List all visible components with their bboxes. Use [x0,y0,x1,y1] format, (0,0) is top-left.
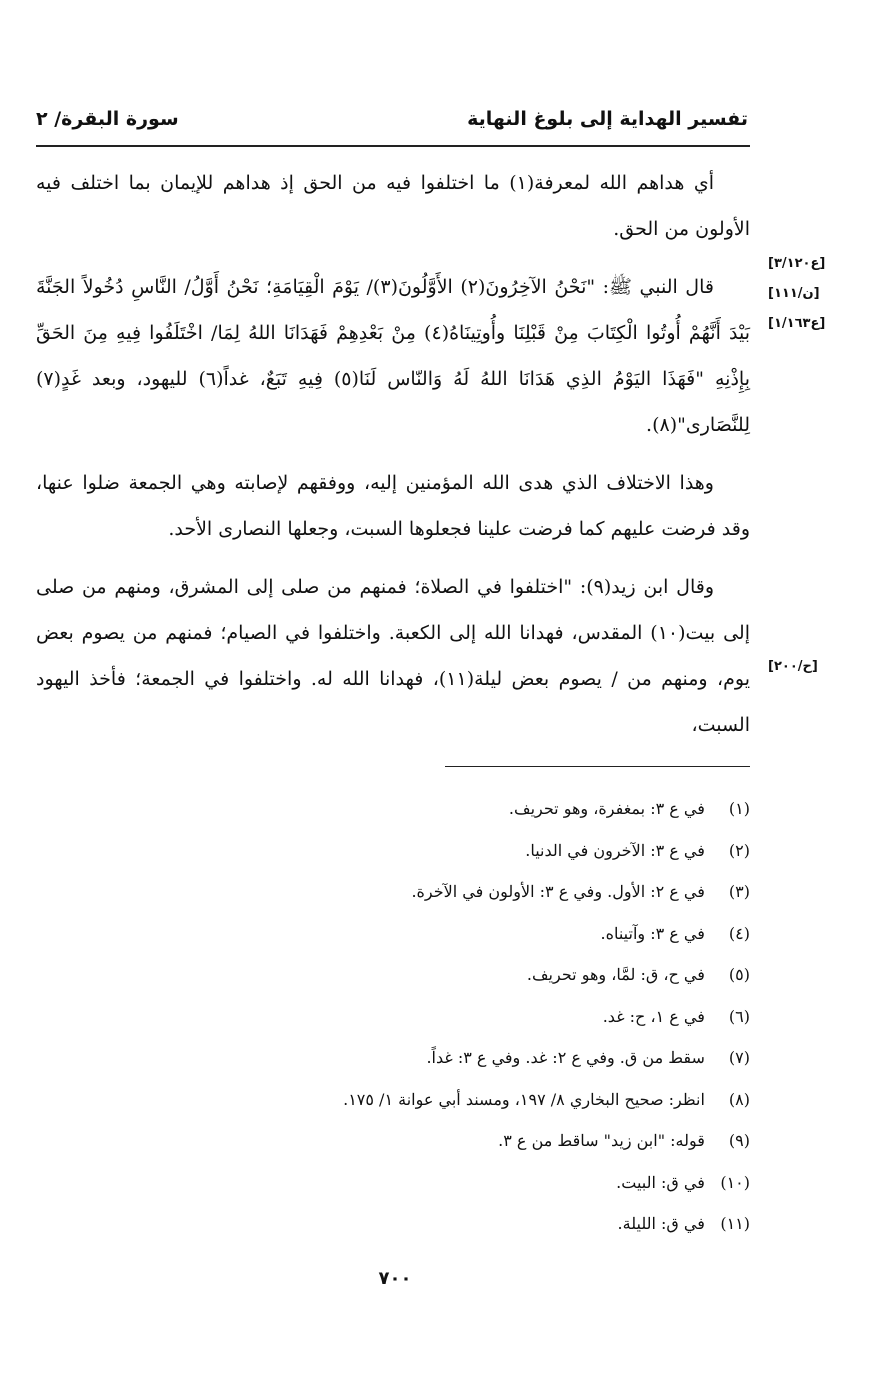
footnote-item [36,1079,750,1121]
footnote-text: في ع ١، ح: غد. [602,1006,705,1026]
main-text [36,160,750,760]
footnote-number: (٣) [728,882,750,901]
footnote-divider [445,766,750,767]
footnote-number: (٤) [728,923,750,943]
footnote-number: (٧) [728,1048,750,1067]
footnote-item [36,871,750,913]
footnote-text: في ق: الليلة. [617,1214,705,1233]
footnote-number: (٨) [728,1089,750,1109]
paragraph-1: أي هداهم الله لمعرفة(١) ما اختلفوا فيه من الحق إذ هداهم للإيمان بما اختلف فيه الأولون من الحق. [36,172,750,240]
footnote-text: في ق: البيت. [616,1172,705,1192]
footnote-item [36,830,750,872]
footnote-text: في ع ٣: الآخرون في الدنيا. [525,840,705,860]
footnote-item [36,788,750,830]
page-number: ٧٠٠ [378,1268,412,1289]
footnote-text: في ح، ق: لمَّا، وهو تحريف. [526,965,705,984]
footnote-item [36,954,750,996]
surah-label: سورة البقرة/ ٢ [36,108,179,130]
running-header [36,102,748,142]
paragraph-2-hadith: قال النبي ﷺ: "نَحْنُ الآخِرُونَ(٢) الأَوَّلُونَ(٣)/ يَوْمَ الْقِيَامَةِ؛ نَحْنُ أَوَّلُ/ النَّاسِ دُخُولاً الجَنَّةَ بَيْدَ أَنَّهُمْ أُوتُوا الْكِتَابَ مِنْ قَبْلِنَا وأُوتِينَاهُ(٤) مِنْ بَعْدِهِمْ فَهَدَانَا اللهُ لِمَا/ اخْتَلَفُوا فِيهِ مِنَ الحَقِّ بِإِذْنِهِ "فَهَذَا اليَوْمُ الذِي هَدَانَا اللهُ لَهُ وَالنّاس لَنَا(٥) فِيهِ تَبَعٌ، غداً(٦) لليهود، وبعد غَدٍ(٧) لِلنَّصَارى"(٨). [36,276,750,436]
footnote-item [36,1037,750,1079]
footnote-number: (٢) [728,840,750,860]
footnote-number: (١) [728,799,750,818]
margin-reference-4: [ح/٢٠٠] [768,659,818,674]
footnote-number: (٩) [728,1131,750,1150]
margin-reference-2: [ن/١١١] [768,286,820,301]
footnote-item [36,1162,750,1204]
footnote-number: (١٠) [720,1172,750,1192]
footnote-text: في ع ٢: الأول. وفي ع ٣: الأولون في الآخرة. [411,882,705,901]
footnote-text: في ع ٣: وآتيناه. [600,923,705,943]
footnote-number: (٥) [728,965,750,984]
header-divider [36,145,750,147]
footnote-text: انظر: صحيح البخاري ٨/ ١٩٧، ومسند أبي عوانة ١/ ١٧٥. [343,1089,705,1109]
footnote-text: قوله: "ابن زيد" ساقط من ع ٣. [498,1131,705,1150]
footnote-number: (١١) [720,1214,750,1233]
paragraph-3: وهذا الاختلاف الذي هدى الله المؤمنين إليه، ووفقهم لإصابته وهي الجمعة ضلوا عنها، وقد فرضت عليهم كما فرضت علينا فجعلوها السبت، وجعلها النصارى الأحد. [36,472,750,540]
book-title: تفسير الهداية إلى بلوغ النهاية [467,108,748,130]
margin-reference-3: [ع١/١٦٣] [768,316,826,331]
footnote-item [36,1120,750,1162]
footnote-text: في ع ٣: بمغفرة، وهو تحريف. [508,799,705,818]
footnote-item [36,1203,750,1245]
paragraph-4: وقال ابن زيد(٩): "اختلفوا في الصلاة؛ فمنهم من صلى إلى المشرق، ومنهم من صلى إلى بيت(١٠) المقدس، فهدانا الله إلى الكعبة. واختلفوا في الصيام؛ فمنهم من يصوم بعض يوم، ومنهم من / يصوم بعض ليلة(١١)، فهدانا الله له. واختلفوا في الجمعة؛ فأخذ اليهود السبت، [36,576,750,736]
footnotes-list [36,788,750,1245]
footnote-item [36,913,750,955]
margin-reference-1: [ع٣/١٢٠] [768,256,826,271]
footnote-item [36,996,750,1038]
footnote-text: سقط من ق. وفي ع ٢: غد. وفي ع ٣: غداً. [426,1048,705,1067]
footnote-number: (٦) [728,1006,750,1026]
